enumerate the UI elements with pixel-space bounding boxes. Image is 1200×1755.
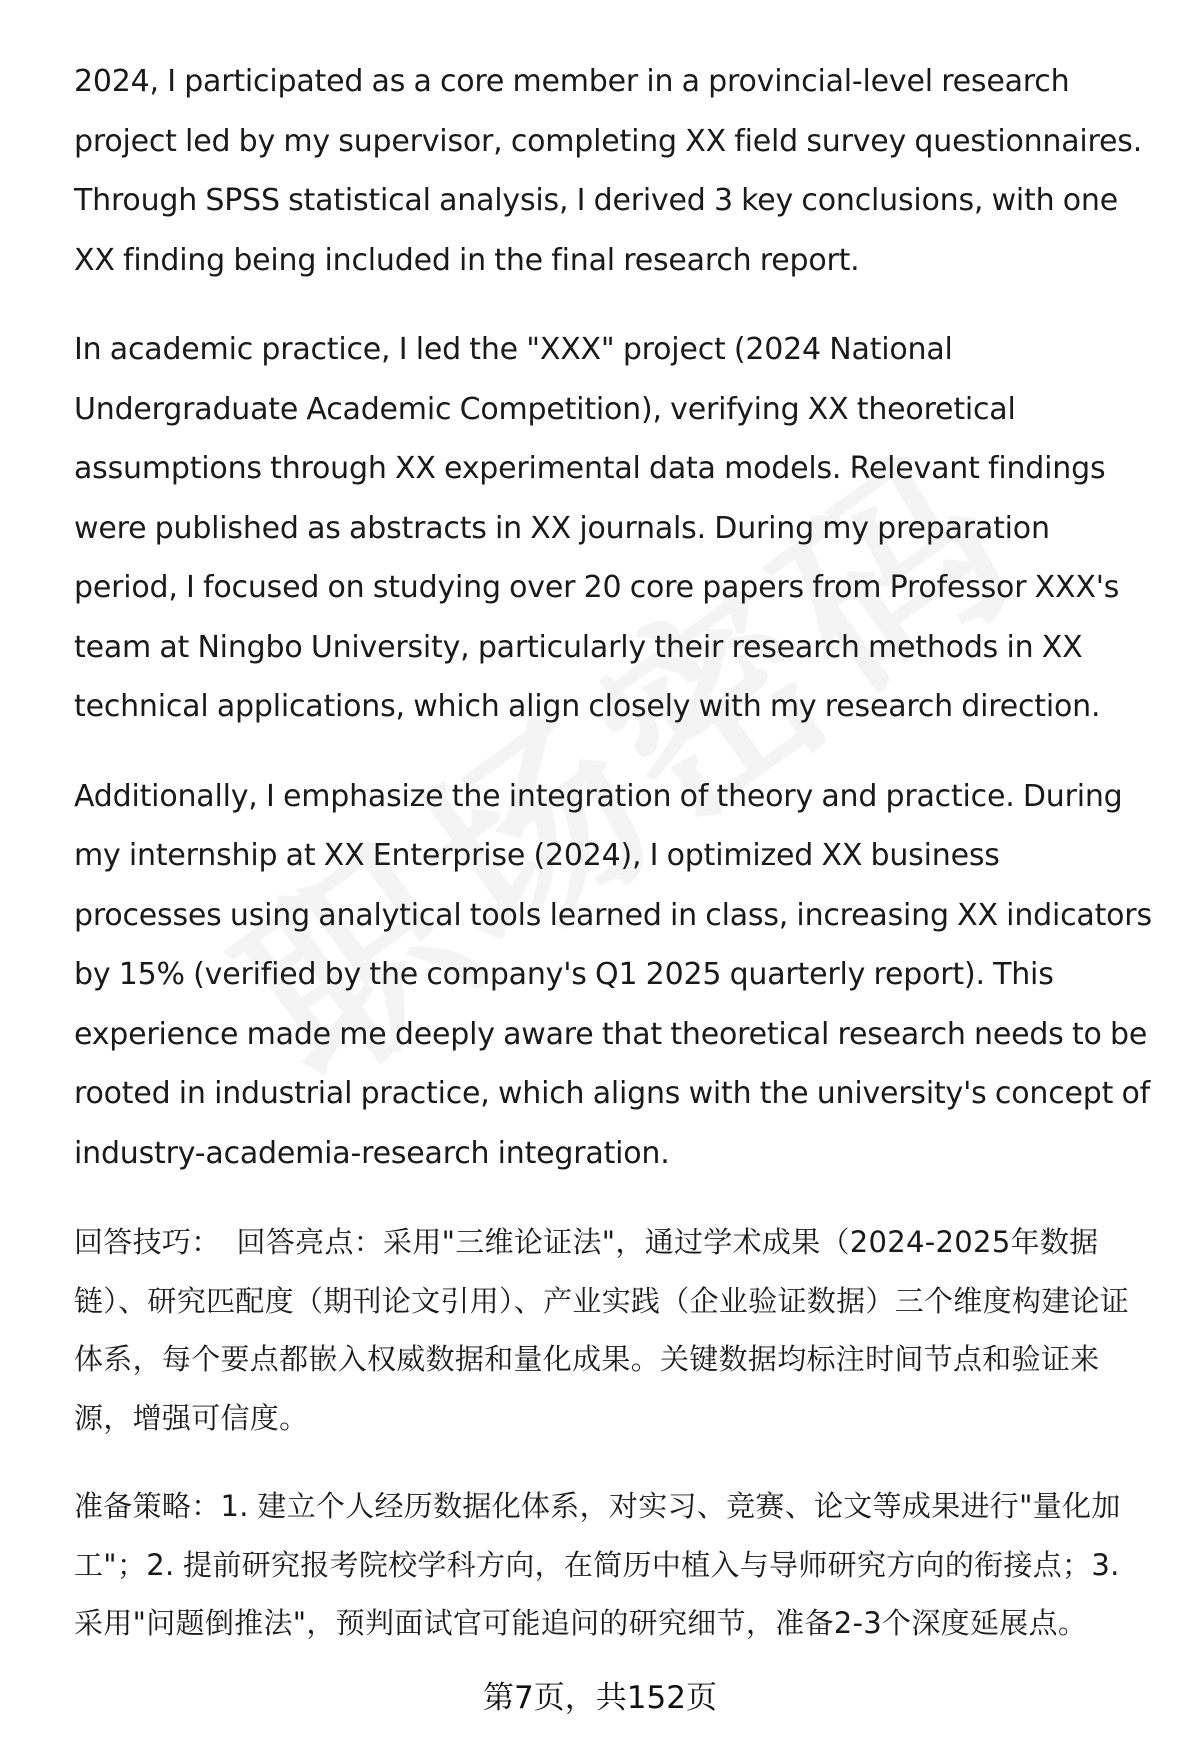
document-body xyxy=(74,52,1154,1683)
answer-tips-label: 回答技巧： xyxy=(74,1225,221,1259)
page-number: 第7页，共152页 xyxy=(483,1680,717,1716)
answer-tips-text: 回答亮点：采用"三维论证法"，通过学术成果（2024-2025年数据链）、研究匹配度（期刊论文引用）、产业实践（企业验证数据）三个维度构建论证体系，每个要点都嵌入权威数据和量化成果。关键数据均标注时间节点和验证来源，增强可信度。 xyxy=(74,1225,1130,1435)
paragraph-internship: Additionally, I emphasize the integration of theory and practice. During my internship at XX Enterprise (2024), I optimized XX business processes using analytical tools learned in class, increasing XX indicators by 15% (verified by the company's Q1 2025 quarterly report). This experience made me deeply aware that theoretical research needs to be rooted in industrial practice, which aligns with the university's concept of industry-academia-research integration. xyxy=(74,778,1152,1171)
paragraph-research-project: 2024, I participated as a core member in a provincial-level research project led by my supervisor, completing XX field survey questionnaires. Through SPSS statistical analysis, I derived 3 key conclusions, with one XX finding being included in the final research report. xyxy=(74,64,1143,278)
preparation-strategy: 准备策略：1. 建立个人经历数据化体系，对实习、竞赛、论文等成果进行"量化加工"；2. 提前研究报考院校学科方向，在简历中植入与导师研究方向的衔接点；3. 采用"问题倒推法"，预判面试官可能追问的研究细节，准备2-3个深度延展点。 xyxy=(74,1489,1121,1640)
paragraph-academic-practice: In academic practice, I led the "XXX" project (2024 National Undergraduate Academic Competition), verifying XX theoretical assumptions through XX experimental data models. Relevant findings were published as abstracts in XX journals. During my preparation period, I focused on studying over 20 core papers from Professor XXX's team at Ningbo University, particularly their research methods in XX technical applications, which align closely with my research direction. xyxy=(74,332,1120,724)
answer-tips xyxy=(74,1213,1154,1447)
